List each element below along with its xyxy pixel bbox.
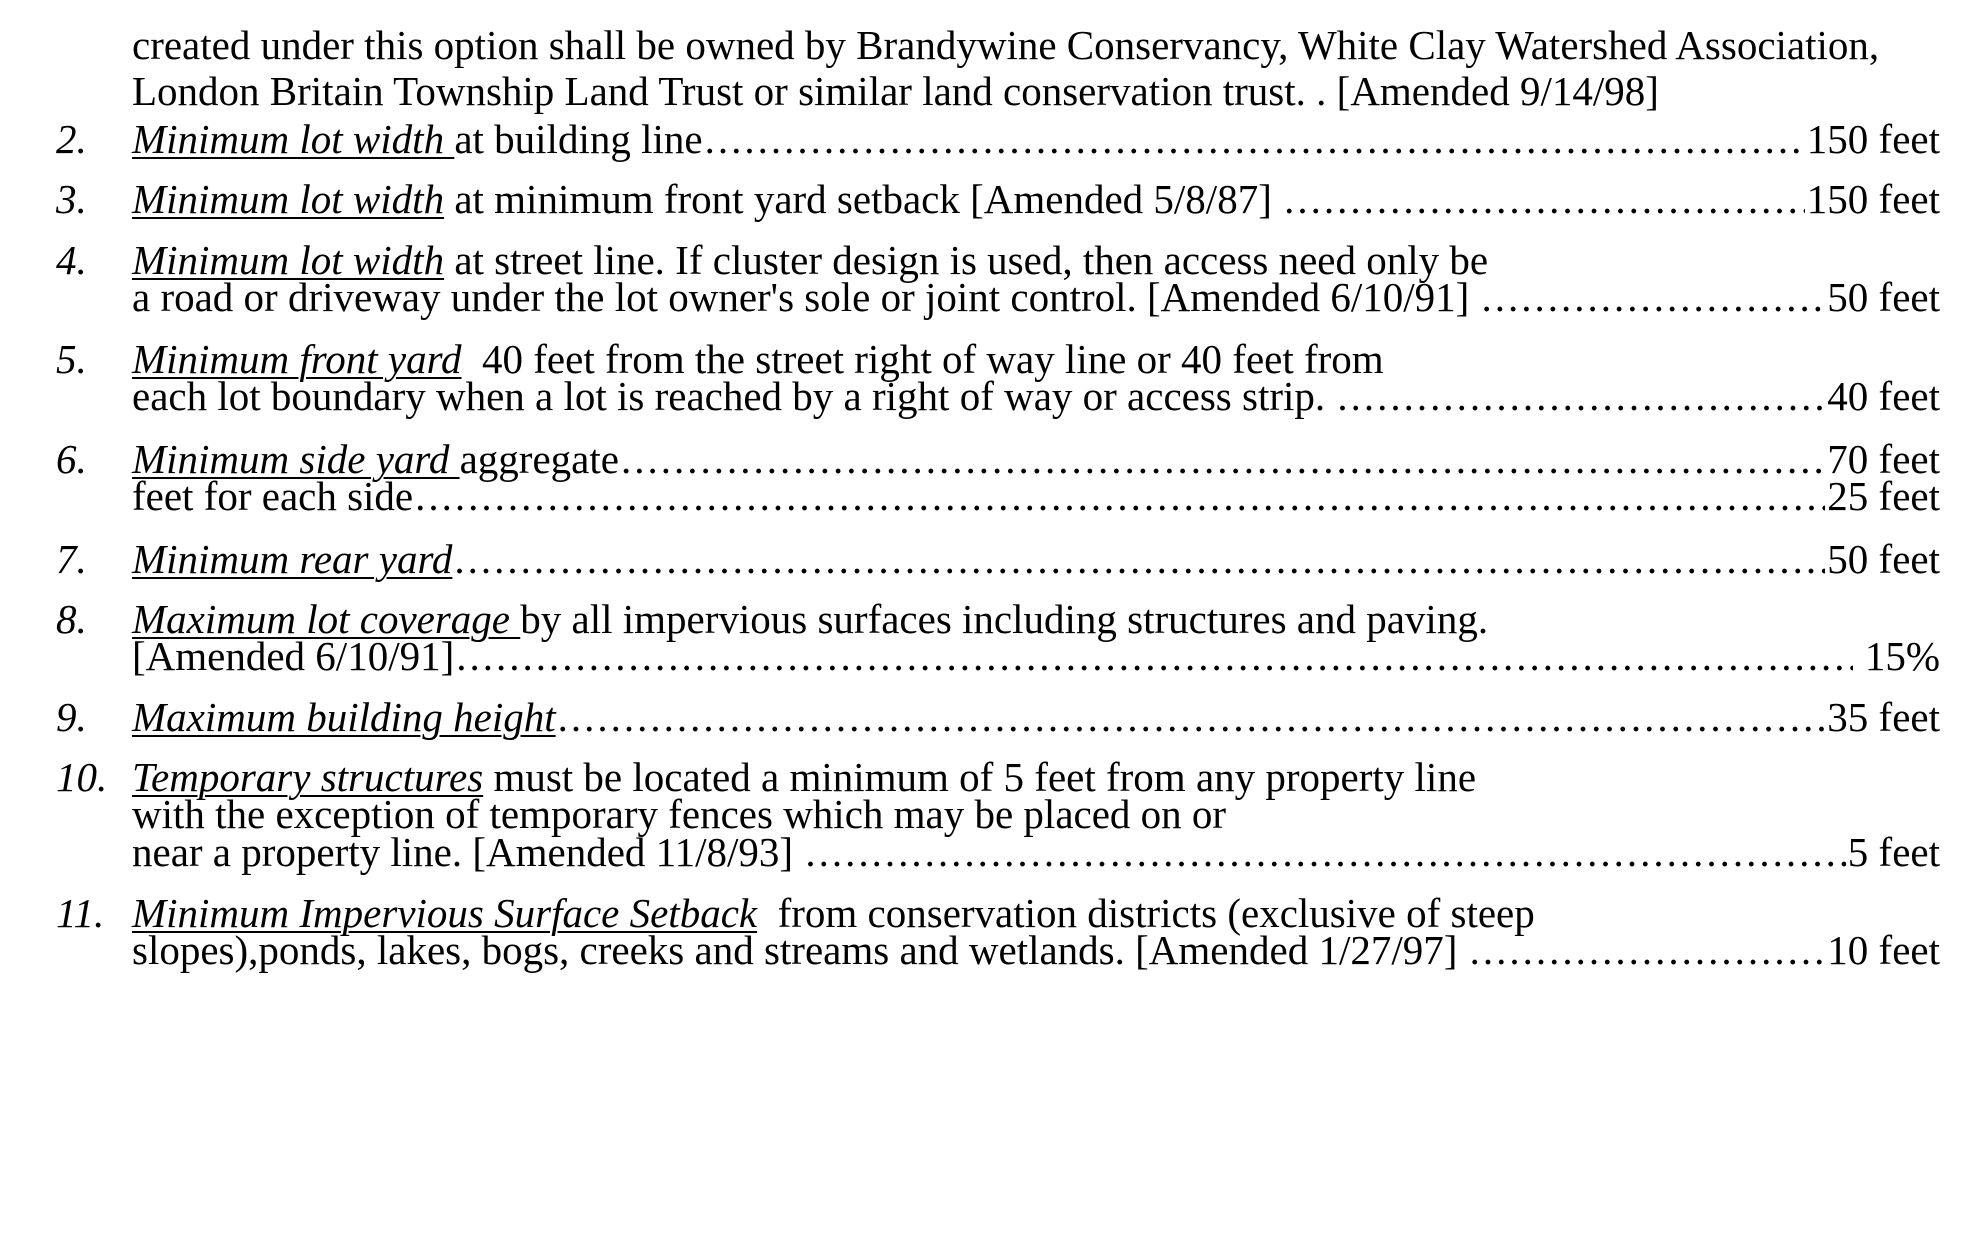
item-term: Minimum side yard	[132, 436, 460, 482]
item-term: Minimum lot width	[132, 176, 445, 222]
item-line	[132, 694, 1940, 740]
item-value: 15%	[1854, 633, 1940, 679]
intro-paragraph	[132, 22, 1952, 114]
item-line-text: 40 feet from the street right of way line or 40 feet from	[461, 336, 1384, 382]
item-value: 35 feet	[1827, 694, 1940, 740]
dot-leader	[415, 473, 1825, 519]
item-value: 150 feet	[1806, 116, 1940, 162]
item-number: 5.	[56, 336, 87, 382]
item-line-text: with the exception of temporary fences which may be placed on or	[132, 791, 1227, 837]
item-value: 150 feet	[1806, 176, 1940, 222]
dot-leader	[1482, 274, 1826, 320]
item-value: 40 feet	[1827, 373, 1940, 419]
item-value: 25 feet	[1827, 473, 1940, 519]
dot-leader	[805, 829, 1845, 875]
item-text	[132, 176, 1282, 222]
item-term: Temporary structures	[132, 754, 484, 800]
item-line	[132, 116, 1940, 162]
item-line	[132, 274, 1940, 320]
item-line	[132, 927, 1940, 973]
item-value: 70 feet	[1827, 436, 1940, 482]
item-line-text: must be located a minimum of 5 feet from any property line	[483, 754, 1477, 800]
item-line-text: near a property line. [Amended 11/8/93]	[132, 829, 804, 875]
item-line	[132, 473, 1940, 519]
item-term: Minimum lot width	[132, 116, 455, 162]
intro-line-1: created under this option shall be owned by Brandywine Conservancy, White Clay Watershed Association,	[132, 22, 1880, 68]
item-line-text: slopes),ponds, lakes, bogs, creeks and streams and wetlands. [Amended 1/27/97]	[132, 927, 1468, 973]
item-line	[132, 373, 1940, 419]
item-line	[132, 633, 1940, 679]
item-value: 50 feet	[1827, 274, 1940, 320]
item-line	[132, 829, 1940, 875]
item-line-text: from conservation districts (exclusive of steep	[757, 890, 1535, 936]
item-number: 4.	[56, 237, 87, 283]
item-text	[132, 694, 556, 740]
item-line-text: aggregate	[459, 436, 619, 482]
dot-leader	[1284, 176, 1805, 222]
dot-leader	[1337, 373, 1825, 419]
dot-leader	[454, 536, 1825, 582]
item-value: 10 feet	[1827, 927, 1940, 973]
item-text	[132, 536, 452, 582]
intro-line-2: London Britain Township Land Trust or similar land conservation trust. . [Amended 9/14/98]	[132, 68, 1659, 114]
item-line	[132, 536, 1940, 582]
item-term: Minimum front yard	[132, 336, 462, 382]
item-number: 9.	[56, 694, 87, 740]
item-line-text: [Amended 6/10/91]	[132, 633, 455, 679]
item-number: 3.	[56, 176, 87, 222]
item-number: 6.	[56, 436, 87, 482]
item-number: 7.	[56, 536, 87, 582]
item-line-text: each lot boundary when a lot is reached by a right of way or access strip.	[132, 373, 1336, 419]
item-term: Maximum lot coverage	[132, 596, 521, 642]
dot-leader	[456, 633, 1852, 679]
item-value: 5 feet	[1847, 829, 1940, 875]
item-number: 2.	[56, 116, 87, 162]
item-line-text: at minimum front yard setback [Amended 5/8/87]	[444, 176, 1283, 222]
item-line-text: at street line. If cluster design is used, then access need only be	[444, 237, 1489, 283]
item-line-text: at building line	[454, 116, 703, 162]
item-term: Minimum lot width	[132, 237, 445, 283]
item-line-text: by all impervious surfaces including structures and paving.	[520, 596, 1489, 642]
dot-leader	[705, 116, 1805, 162]
item-term: Minimum Impervious Surface Setback	[132, 890, 758, 936]
dot-leader	[558, 694, 1826, 740]
item-term: Minimum rear yard	[132, 536, 453, 582]
item-term: Maximum building height	[132, 694, 556, 740]
item-line-text: feet for each side	[132, 473, 414, 519]
dot-leader	[1470, 927, 1826, 973]
item-value: 50 feet	[1827, 536, 1940, 582]
item-text	[132, 116, 703, 162]
item-line	[132, 176, 1940, 222]
item-number: 11.	[56, 890, 105, 936]
item-number: 8.	[56, 596, 87, 642]
item-number: 10.	[56, 754, 108, 800]
item-line-text: a road or driveway under the lot owner's sole or joint control. [Amended 6/10/91]	[132, 274, 1480, 320]
